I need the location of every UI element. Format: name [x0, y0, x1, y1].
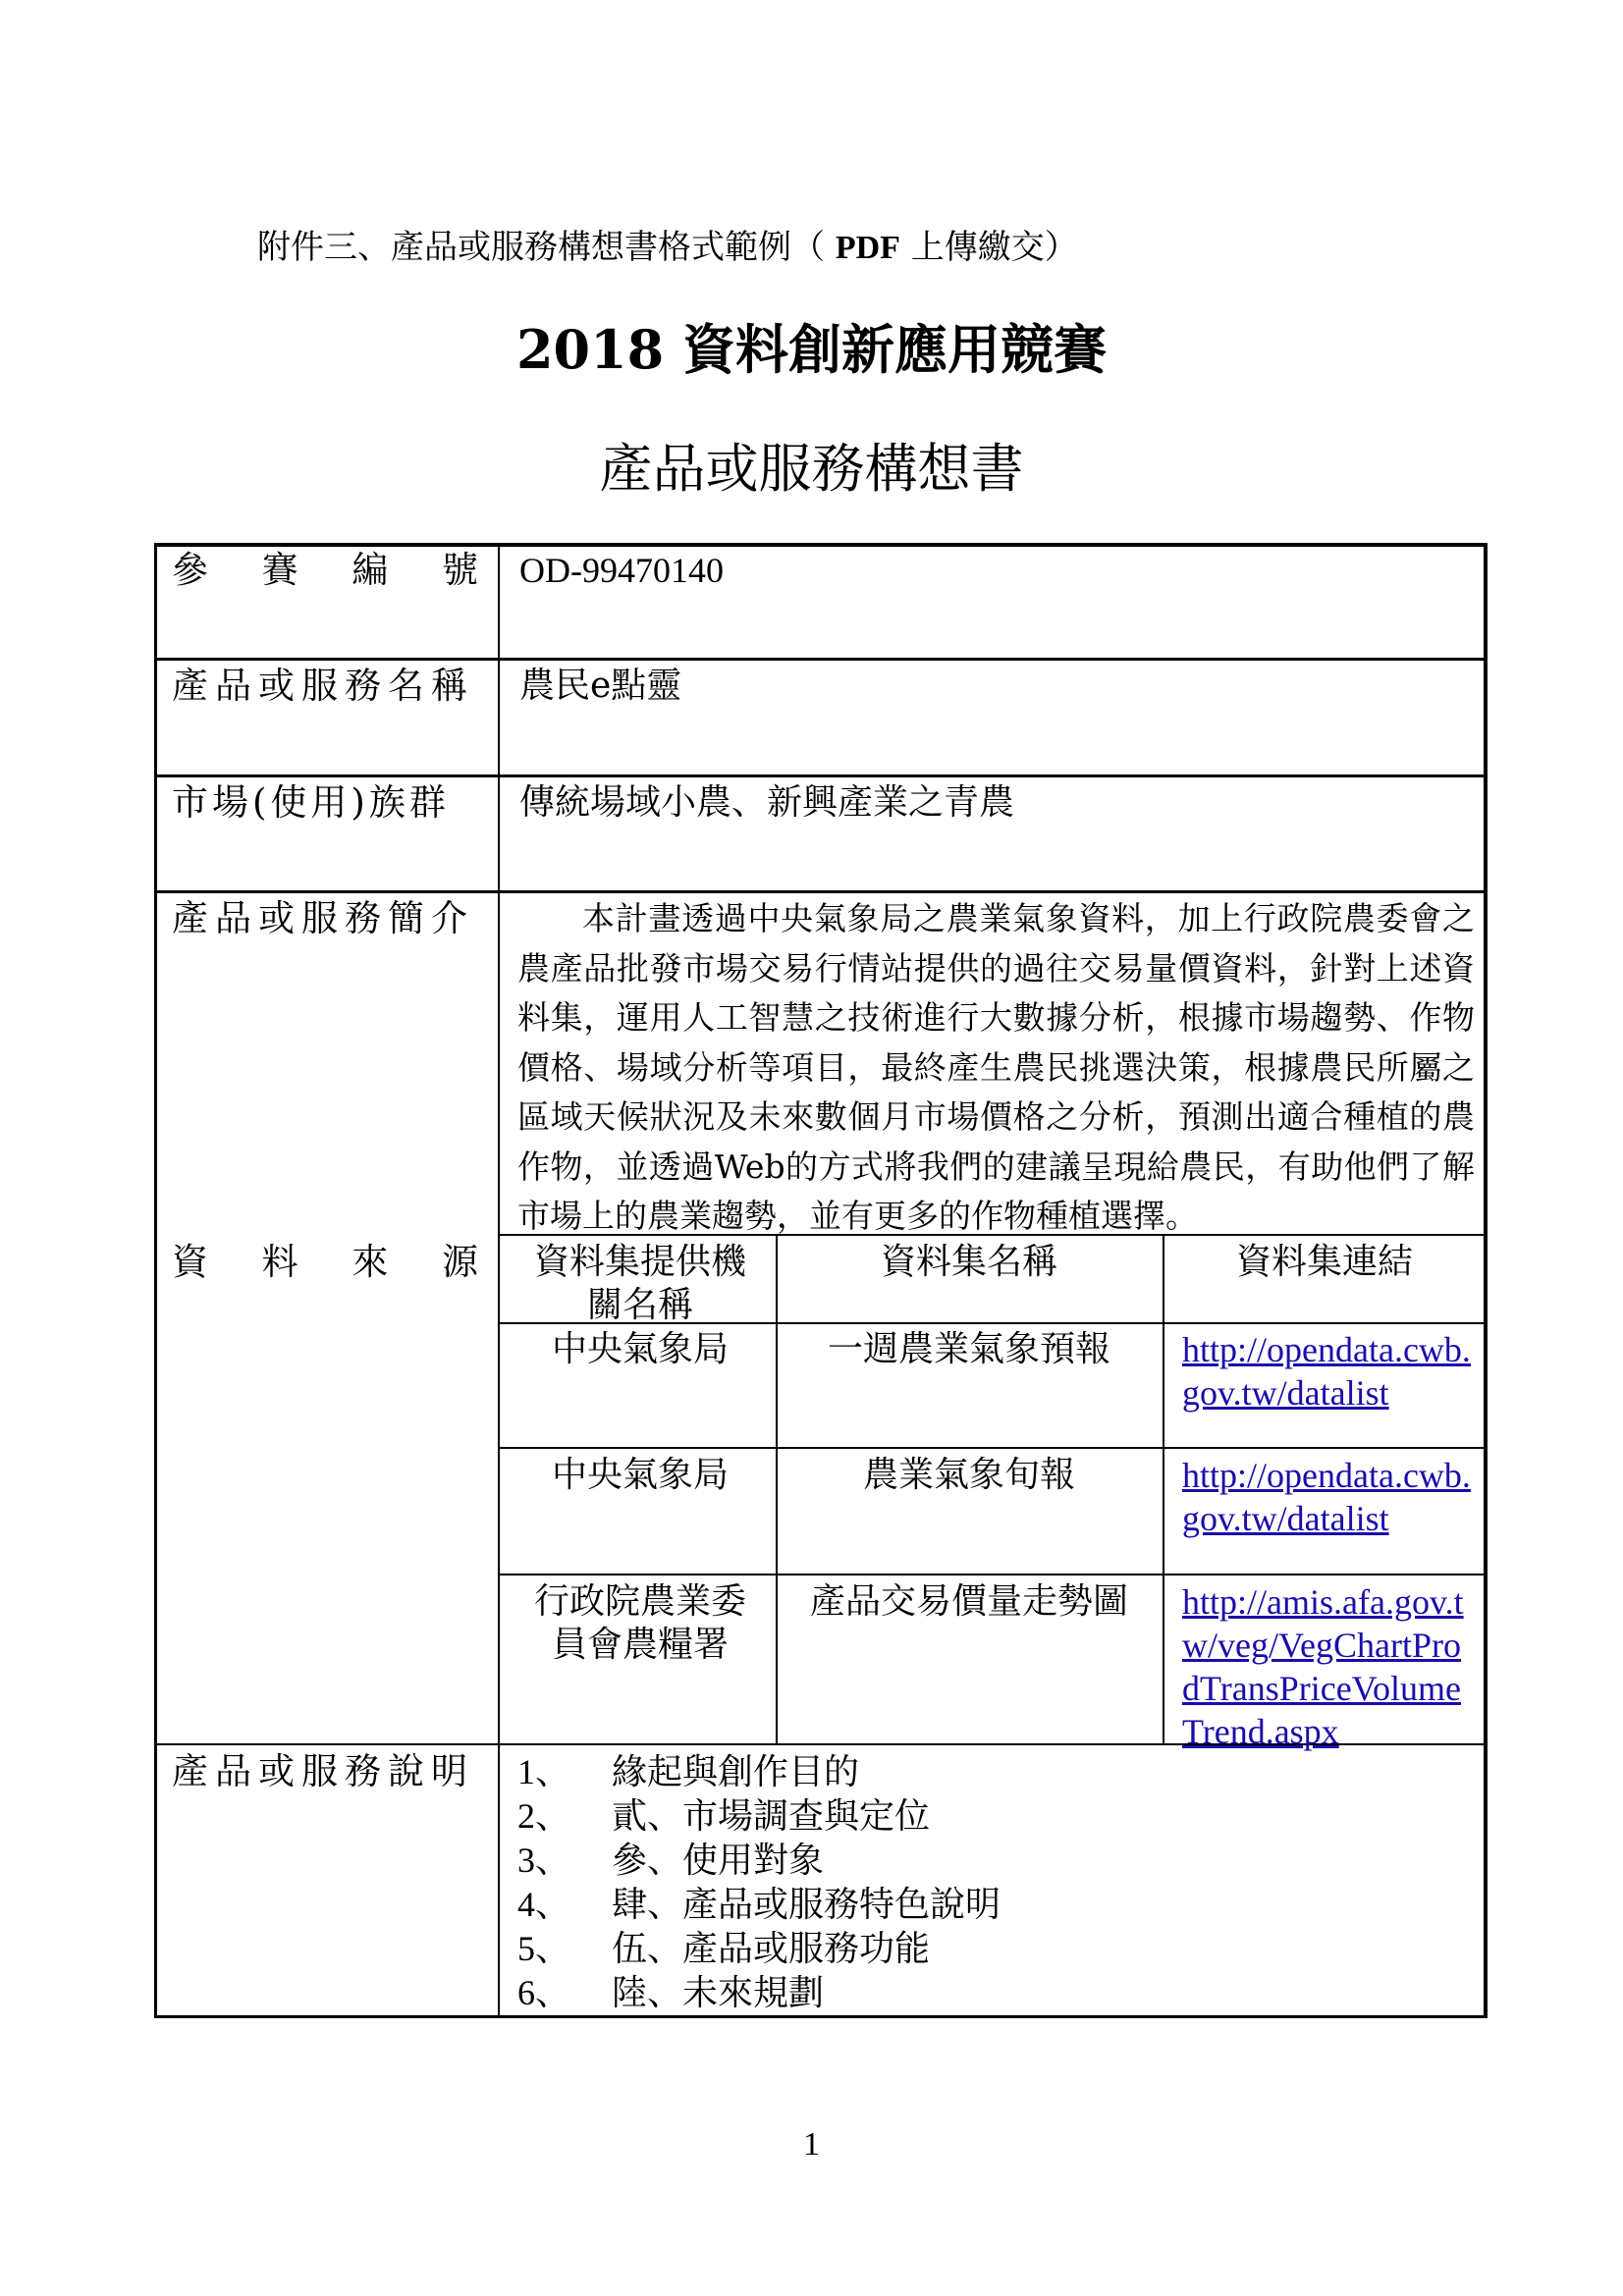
product-name-label: 產品或服務名稱 [172, 665, 474, 707]
description-item-text: 貳、市場調查與定位 [612, 1796, 931, 1837]
description-label: 產品或服務說明 [172, 1750, 474, 1792]
row-divider [154, 890, 1488, 893]
label-char: 編 [352, 549, 389, 591]
description-item-number: 4、 [517, 1885, 571, 1924]
description-item-text: 緣起與創作目的 [612, 1752, 860, 1792]
description-item [517, 1971, 824, 2015]
source-agency: 中央氣象局 [551, 1329, 729, 1369]
source-agency: 行政院農業委員會農糧署 [533, 1581, 746, 1665]
row-divider [498, 1447, 1488, 1449]
attachment-note [257, 224, 1078, 272]
entry-number-text: OD-99470140 [519, 551, 724, 590]
label-char: 源 [441, 1241, 478, 1283]
description-item-text: 陸、未來規劃 [612, 1973, 825, 2013]
source-dataset: 農業氣象旬報 [862, 1455, 1075, 1495]
row-divider [154, 774, 1488, 777]
proposal-form [154, 543, 1488, 2018]
label-char: 參 [172, 549, 208, 591]
description-item-number: 5、 [517, 1929, 571, 1968]
label-char: 資 [172, 1241, 208, 1283]
description-item-text: 參、使用對象 [612, 1841, 825, 1881]
entry-number-value [519, 549, 724, 593]
description-item [517, 1794, 930, 1839]
description-item-text: 伍、產品或服務功能 [612, 1929, 931, 1969]
description-item-number: 6、 [517, 1973, 571, 2012]
label-column-divider [498, 543, 500, 2018]
form-border-top [154, 543, 1488, 547]
description-item-number: 1、 [517, 1752, 571, 1791]
header-link: 資料集連結 [1235, 1242, 1413, 1282]
row-divider [154, 658, 1488, 661]
source-link[interactable]: http://opendata.cwb.gov.tw/datalist [1182, 1330, 1471, 1413]
page-title: 2018 資料創新應用競賽 [515, 318, 1108, 381]
source-link[interactable]: http://amis.afa.gov.tw/veg/VegChartProdTransPriceVolumeTrend.aspx [1182, 1582, 1464, 1751]
label-char: 來 [352, 1241, 389, 1283]
form-border-left [154, 543, 157, 2018]
description-item-number: 3、 [517, 1841, 571, 1880]
introduction-label: 產品或服務簡介 [172, 897, 474, 939]
product-name-value: 農民e點靈 [519, 666, 682, 706]
header-dataset: 資料集名稱 [880, 1242, 1057, 1282]
label-char: 料 [261, 1241, 298, 1283]
market-group-value: 傳統場域小農、新興產業之青農 [519, 782, 1015, 823]
description-item [517, 1839, 824, 1883]
introduction-text: 本計畫透過中央氣象局之農業氣象資料，加上行政院農委會之農產品批發市場交易行情站提供的過往交易量價資料，針對上述資料集，運用人工智慧之技術進行大數據分析，根據市場趨勢、作物價格、場域分析等項目，最終產生農民挑選決策，根據農民所屬之區域天候狀況及未來數個月市場價格之分析，預測出適合種植的農作物，並透過Web的方式將我們的建議呈現給農民，有助他們了解市場上的農業趨勢，並有更多的作物種植選擇。 [517, 899, 1475, 1235]
description-item [517, 1927, 930, 1971]
description-item [517, 1883, 1001, 1927]
label-char: 賽 [261, 549, 298, 591]
source-column-divider [776, 1234, 778, 1744]
row-divider [498, 1574, 1488, 1575]
source-dataset: 一週農業氣象預報 [827, 1329, 1110, 1369]
description-item-number: 2、 [517, 1796, 571, 1836]
description-item-text: 肆、產品或服務特色說明 [612, 1885, 1001, 1925]
source-dataset: 產品交易價量走勢圖 [809, 1581, 1128, 1622]
label-char: 號 [441, 549, 478, 591]
form-border-right [1484, 543, 1488, 2018]
source-column-divider [1163, 1234, 1164, 1744]
entry-number-label [172, 549, 478, 592]
page-subtitle: 產品或服務構想書 [599, 438, 1024, 500]
form-border-bottom [154, 2015, 1488, 2018]
attachment-note-prefix: 附件三、產品或服務構想書格式範例（ [257, 228, 825, 267]
page-number: 1 [803, 2126, 820, 2163]
source-agency: 中央氣象局 [551, 1455, 729, 1495]
header-agency: 資料集提供機關名稱 [533, 1242, 746, 1325]
market-group-label: 市場(使用)族群 [172, 781, 450, 824]
description-item [517, 1750, 859, 1794]
data-sources-label [172, 1241, 478, 1284]
attachment-note-suffix: 上傳繳交） [910, 228, 1078, 267]
source-link[interactable]: http://opendata.cwb.gov.tw/datalist [1182, 1456, 1471, 1538]
attachment-note-format: PDF [835, 230, 900, 266]
